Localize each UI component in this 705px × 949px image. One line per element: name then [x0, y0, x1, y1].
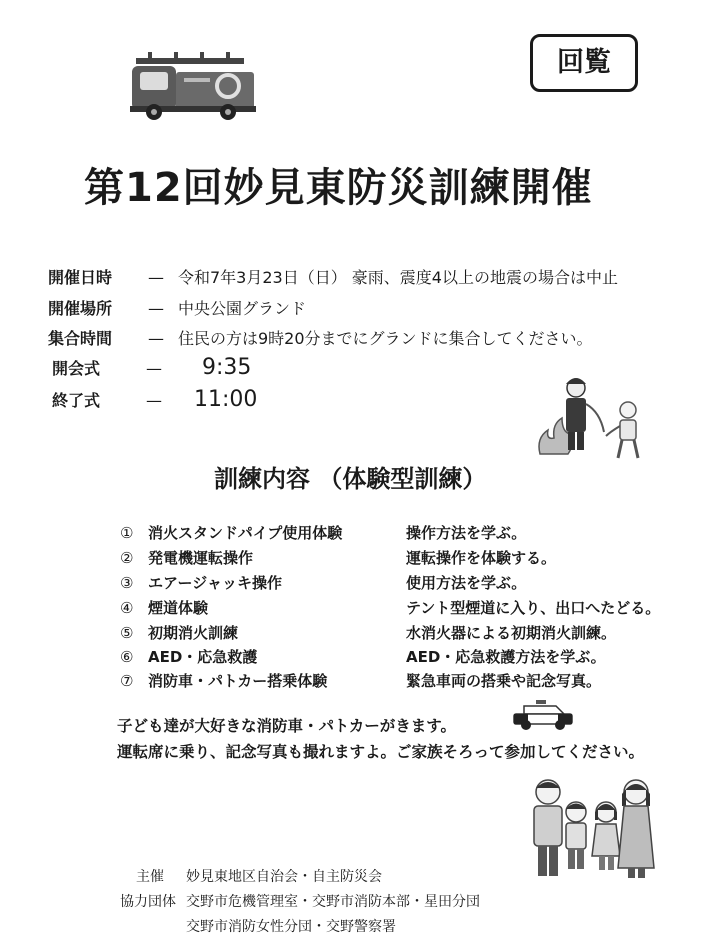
- info-row-gather: [48, 326, 593, 349]
- list-item: [120, 646, 606, 667]
- item-desc: 緊急車両の搭乗や記念写真。: [406, 672, 602, 690]
- item-number: ②: [120, 549, 134, 567]
- item-desc: 操作方法を学ぶ。: [406, 524, 527, 542]
- footer-host-value: 妙見東地区自治会・自主防災会: [186, 869, 382, 885]
- footer-coop-label: 協力団体: [120, 894, 176, 910]
- info-value: 中央公園グランド: [178, 299, 307, 318]
- list-item: [120, 547, 556, 568]
- info-label: 集合時間: [48, 329, 113, 348]
- footer-coop-line1: 交野市危機管理室・交野市消防本部・星田分団: [186, 894, 480, 910]
- item-name: 発電機運転操作: [148, 549, 254, 567]
- footer-host: [136, 866, 382, 886]
- info-label: 終了式: [52, 391, 101, 410]
- info-label: 開催日時: [48, 268, 113, 287]
- item-desc: 使用方法を学ぶ。: [406, 574, 527, 592]
- info-row-date: [48, 265, 618, 288]
- fire-truck-icon: [128, 48, 258, 120]
- police-car-icon: [512, 698, 574, 732]
- info-dash: —: [148, 268, 164, 287]
- item-name: 消火スタンドパイプ使用体験: [148, 524, 343, 542]
- item-name: エアージャッキ操作: [148, 574, 282, 592]
- item-number: ⑤: [120, 624, 134, 642]
- info-row-closing: [52, 387, 257, 412]
- item-number: ③: [120, 574, 134, 592]
- info-label: 開催場所: [48, 299, 113, 318]
- firefighter-child-fire-icon: [532, 372, 652, 468]
- info-value: 9:35: [202, 355, 252, 380]
- list-item: [120, 622, 616, 643]
- list-item: [120, 572, 526, 593]
- footer-coop-line2: 交野市消防女性分団・交野警察署: [186, 919, 396, 935]
- message-line: 運転席に乗り、記念写真も撮れますよ。ご家族そろって参加してください。: [117, 743, 645, 761]
- info-dash: —: [146, 359, 162, 378]
- item-name: AED・応急救護: [148, 648, 258, 666]
- footer-host-label: 主催: [136, 869, 164, 885]
- info-dash: —: [146, 391, 162, 410]
- list-item: [120, 522, 526, 543]
- circulation-stamp: 回覧: [530, 34, 638, 92]
- message-line: 子ども達が大好きな消防車・パトカーがきます。: [117, 717, 456, 735]
- info-value: 住民の方は9時20分までにグランドに集合してください。: [178, 329, 593, 348]
- item-name: 初期消火訓練: [148, 624, 239, 642]
- item-name: 煙道体験: [148, 599, 209, 617]
- section-title: 訓練内容 （体験型訓練）: [214, 465, 487, 493]
- info-row-place: [48, 296, 306, 319]
- item-desc: AED・応急救護方法を学ぶ。: [406, 648, 606, 666]
- item-number: ⑦: [120, 672, 134, 690]
- item-desc: 運転操作を体験する。: [406, 549, 557, 567]
- footer-coop: [120, 891, 480, 911]
- item-desc: 水消火器による初期消火訓練。: [406, 624, 617, 642]
- item-name: 消防車・パトカー搭乗体験: [148, 672, 328, 690]
- info-value: 11:00: [194, 387, 258, 412]
- info-label: 開会式: [52, 359, 101, 378]
- item-number: ①: [120, 524, 134, 542]
- item-desc: テント型煙道に入り、出口へたどる。: [406, 599, 661, 617]
- list-item: [120, 597, 660, 618]
- list-item: [120, 670, 601, 691]
- page-title: 第12回妙見東防災訓練開催: [84, 165, 593, 211]
- info-row-opening: [52, 355, 251, 380]
- info-value: 令和7年3月23日（日） 豪雨、震度4以上の地震の場合は中止: [178, 268, 618, 287]
- family-icon: [528, 776, 658, 882]
- item-number: ④: [120, 599, 134, 617]
- info-dash: —: [148, 299, 164, 318]
- info-dash: —: [148, 329, 164, 348]
- item-number: ⑥: [120, 648, 134, 666]
